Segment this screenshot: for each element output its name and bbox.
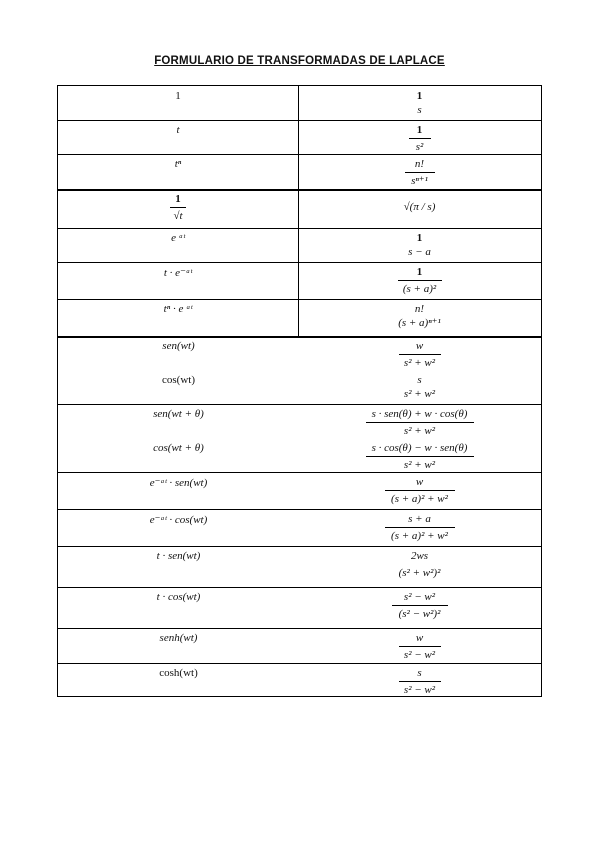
function-cell bbox=[58, 86, 299, 120]
numerator: n! bbox=[414, 303, 425, 315]
function-text: senh(wt) bbox=[159, 632, 198, 644]
numerator: s² − w² bbox=[403, 591, 436, 603]
function-cell bbox=[58, 404, 299, 438]
denominator: s² + w² bbox=[403, 425, 436, 437]
denominator: sⁿ⁺¹ bbox=[411, 175, 428, 187]
function-text: t bbox=[176, 124, 180, 136]
transform-cell bbox=[299, 404, 540, 438]
function-cell bbox=[58, 299, 299, 336]
table-row bbox=[58, 370, 541, 405]
function-fraction bbox=[58, 192, 298, 223]
function-text: tⁿ · e ᵃᵗ bbox=[163, 303, 193, 315]
fraction-bar bbox=[385, 490, 455, 491]
transform-fraction bbox=[299, 590, 540, 621]
transform-fraction bbox=[299, 123, 540, 154]
table-row bbox=[58, 663, 541, 696]
function-text: cos(wt) bbox=[162, 374, 195, 386]
denominator: (s + a)² + w² bbox=[391, 530, 448, 542]
denominator: s² − w² bbox=[403, 649, 436, 661]
fraction-bar bbox=[170, 207, 186, 208]
numerator: w bbox=[415, 632, 424, 644]
denominator: (s + a)² bbox=[402, 283, 437, 295]
numerator: 1 bbox=[416, 124, 423, 136]
numerator: 2ws bbox=[410, 550, 429, 562]
function-cell bbox=[58, 472, 299, 509]
table-row bbox=[58, 546, 541, 588]
table-row bbox=[58, 336, 541, 370]
function-text: e ᵃᵗ bbox=[171, 232, 185, 244]
fraction-bar bbox=[399, 354, 441, 355]
transform-fraction bbox=[299, 407, 540, 438]
numerator: s · sen(θ) + w · cos(θ) bbox=[371, 408, 468, 420]
numerator: w bbox=[415, 340, 424, 352]
table-row bbox=[58, 86, 541, 121]
numerator: n! bbox=[414, 158, 425, 170]
denominator: s − a bbox=[408, 246, 431, 258]
table-row bbox=[58, 262, 541, 300]
numerator: s · cos(θ) − w · sen(θ) bbox=[371, 442, 468, 454]
fraction-bar bbox=[398, 280, 442, 281]
laplace-table bbox=[57, 85, 542, 697]
transform-fraction bbox=[299, 666, 540, 696]
table-row bbox=[58, 404, 541, 438]
table-row bbox=[58, 587, 541, 629]
transform-cell bbox=[299, 628, 540, 663]
table-row bbox=[58, 120, 541, 155]
transform-cell bbox=[299, 587, 540, 628]
transform-fraction bbox=[299, 475, 540, 506]
function-text: cos(wt + θ) bbox=[153, 442, 204, 454]
denominator: (s² + w²)² bbox=[398, 567, 441, 579]
function-text: t · cos(wt) bbox=[156, 591, 201, 603]
transform-cell bbox=[299, 228, 540, 262]
function-cell bbox=[58, 370, 299, 404]
function-text: e⁻ᵃᵗ · sen(wt) bbox=[149, 477, 208, 489]
function-cell bbox=[58, 336, 299, 370]
title-text: FORMULARIO DE TRANSFORMADAS DE LAPLACE bbox=[154, 55, 445, 67]
function-cell bbox=[58, 189, 299, 228]
table-row bbox=[58, 472, 541, 510]
transform-fraction bbox=[299, 231, 540, 259]
fraction-bar bbox=[399, 646, 441, 647]
transform-fraction bbox=[299, 441, 540, 472]
function-text: cosh(wt) bbox=[159, 667, 198, 679]
transform-cell bbox=[299, 472, 540, 509]
transform-cell bbox=[299, 86, 540, 120]
transform-cell bbox=[299, 509, 540, 546]
function-text: t · e⁻ᵃᵗ bbox=[163, 267, 193, 279]
function-cell bbox=[58, 663, 299, 696]
transform-cell bbox=[299, 546, 540, 587]
function-cell bbox=[58, 120, 299, 154]
denominator: s² bbox=[415, 141, 424, 153]
function-cell bbox=[58, 438, 299, 472]
transform-fraction bbox=[299, 373, 540, 401]
fraction-bar bbox=[405, 172, 435, 173]
fraction-bar bbox=[366, 422, 474, 423]
transform-fraction bbox=[299, 339, 540, 370]
transform-cell bbox=[299, 262, 540, 299]
table-row bbox=[58, 228, 541, 263]
transform-cell bbox=[299, 438, 540, 472]
denominator: s bbox=[417, 104, 422, 116]
function-cell bbox=[58, 262, 299, 299]
function-cell bbox=[58, 628, 299, 663]
numerator: 1 bbox=[416, 232, 423, 244]
transform-fraction bbox=[299, 265, 540, 296]
numerator: s + a bbox=[408, 513, 431, 525]
function-text: tⁿ bbox=[174, 158, 182, 170]
fraction-bar bbox=[366, 456, 474, 457]
function-text: sen(wt + θ) bbox=[153, 408, 204, 420]
function-text: t · sen(wt) bbox=[156, 550, 201, 562]
function-cell bbox=[58, 509, 299, 546]
table-row bbox=[58, 628, 541, 664]
transform-cell bbox=[299, 189, 540, 228]
function-text: sen(wt) bbox=[162, 340, 195, 352]
numerator: 1 bbox=[175, 193, 181, 205]
denominator: s² − w² bbox=[403, 684, 436, 696]
function-text: 1 bbox=[175, 90, 181, 102]
denominator: s² + w² bbox=[403, 388, 436, 400]
table-row bbox=[58, 189, 541, 229]
transform-text: √(π / s) bbox=[403, 201, 436, 213]
transform-fraction bbox=[299, 512, 540, 543]
numerator: w bbox=[415, 476, 424, 488]
transform-cell bbox=[299, 154, 540, 189]
denominator: s² + w² bbox=[403, 357, 436, 369]
transform-cell bbox=[299, 120, 540, 154]
function-text: e⁻ᵃᵗ · cos(wt) bbox=[149, 514, 208, 526]
denominator: (s² − w²)² bbox=[398, 608, 441, 620]
denominator: √t bbox=[173, 210, 183, 222]
numerator: 1 bbox=[416, 266, 423, 278]
page-title bbox=[0, 55, 599, 67]
denominator: (s + a)² + w² bbox=[391, 493, 448, 505]
denominator: s² + w² bbox=[403, 459, 436, 471]
function-cell bbox=[58, 228, 299, 262]
numerator: s bbox=[417, 374, 422, 386]
numerator: s bbox=[417, 667, 422, 679]
transform-fraction bbox=[299, 549, 540, 580]
table-row bbox=[58, 438, 541, 473]
transform-cell bbox=[299, 370, 540, 404]
numerator: 1 bbox=[416, 90, 423, 102]
transform-cell bbox=[299, 663, 540, 696]
transform-fraction bbox=[299, 302, 540, 330]
function-cell bbox=[58, 154, 299, 189]
transform-cell bbox=[299, 336, 540, 370]
fraction-bar bbox=[392, 605, 448, 606]
transform-fraction bbox=[299, 631, 540, 662]
transform-cell bbox=[299, 299, 540, 336]
denominator: (s + a)ⁿ⁺¹ bbox=[398, 317, 441, 329]
fraction-bar bbox=[399, 681, 441, 682]
table-row bbox=[58, 154, 541, 191]
table-row bbox=[58, 509, 541, 547]
function-cell bbox=[58, 587, 299, 628]
function-cell bbox=[58, 546, 299, 587]
fraction-bar bbox=[409, 138, 431, 139]
transform-fraction bbox=[299, 89, 540, 117]
fraction-bar bbox=[385, 527, 455, 528]
transform-fraction bbox=[299, 157, 540, 188]
table-row bbox=[58, 299, 541, 338]
